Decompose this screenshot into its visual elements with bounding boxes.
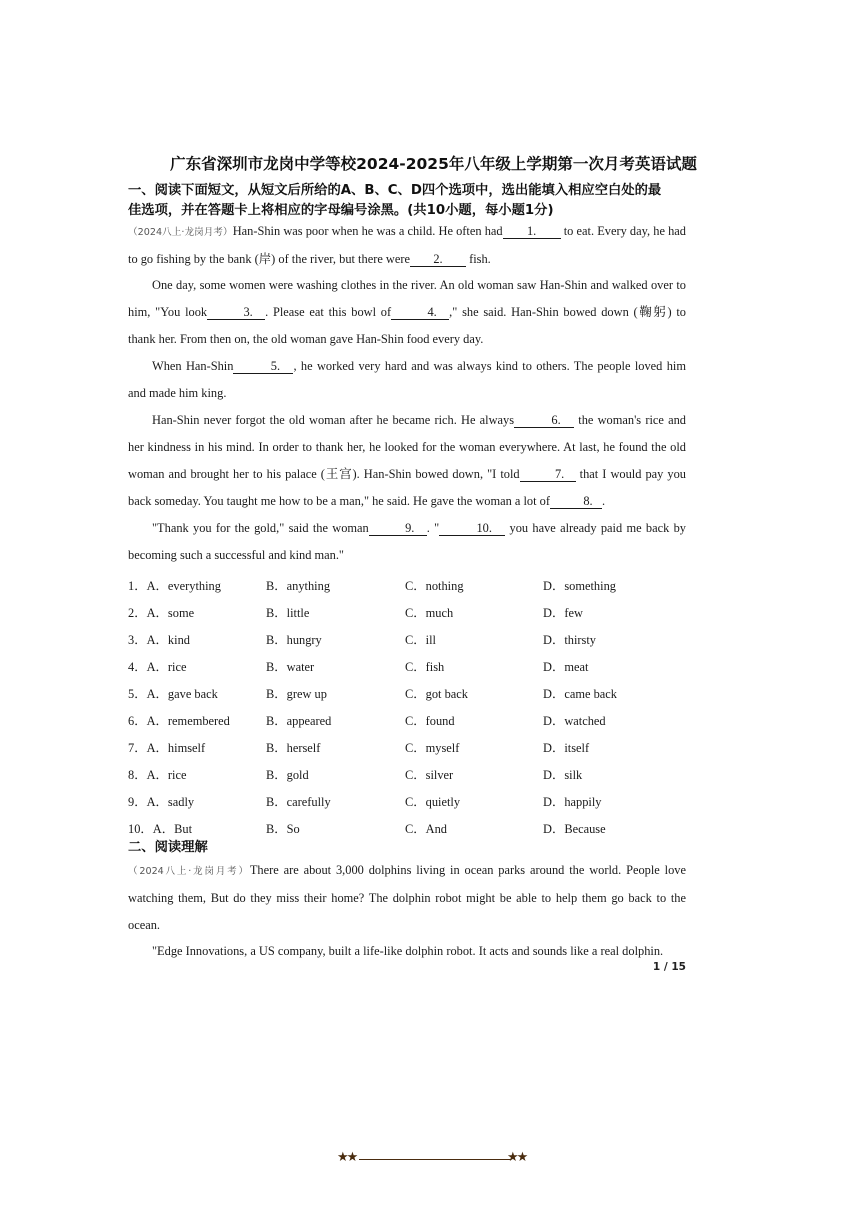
option-c[interactable]: C．got back (405, 687, 468, 701)
reading-paragraph-1 (128, 857, 686, 939)
option-c[interactable]: C．And (405, 822, 447, 836)
option-b[interactable]: B．grew up (266, 687, 327, 701)
option-d[interactable]: D．meat (543, 660, 589, 674)
page-number: 1 / 15 (652, 961, 686, 973)
option-text: A．gave back (146, 687, 218, 701)
passage-paragraph-5 (128, 515, 686, 569)
option-row (128, 738, 688, 758)
option-a[interactable] (128, 738, 205, 756)
paragraph-text: . (602, 494, 606, 508)
paragraph-text: "Thank you for the gold," said the woman (152, 521, 369, 535)
paragraph-text: you have already paid me back by becoming such a successful and kind man." (128, 521, 687, 562)
passage-paragraph-4 (128, 407, 686, 515)
paragraph-text: fish. (466, 252, 491, 266)
option-b[interactable]: B．hungry (266, 633, 322, 647)
option-d[interactable]: D．happily (543, 795, 602, 809)
option-a[interactable] (128, 684, 218, 702)
section1-heading (128, 181, 693, 221)
option-b[interactable]: B．anything (266, 579, 331, 593)
option-b[interactable]: B．herself (266, 741, 321, 755)
option-row (128, 819, 688, 839)
option-text: A．remembered (146, 714, 230, 728)
exam-title: 广东省深圳市龙岗中学等校2024-2025年八年级上学期第一次月考英语试题 (170, 155, 697, 173)
option-text: A．rice (146, 768, 187, 782)
paragraph-text: . Please eat this bowl of (265, 305, 392, 319)
option-number: 1． (128, 579, 147, 593)
option-number: 7． (128, 741, 147, 755)
option-c[interactable]: C．fish (405, 660, 445, 674)
option-a[interactable] (128, 657, 187, 675)
paragraph-text: the woman's rice and her kindness in his mind. In order to thank her, he looked for the woman everywhere. At last, he found the old woman and brought her to his palace (王宫). Han-Shin bowed down, "I told (128, 413, 686, 481)
option-row (128, 711, 688, 731)
footer-decoration (337, 1150, 533, 1167)
reading-paragraph-2: "Edge Innovations, a US company, built a life-like dolphin robot. It acts and sounds like a real dolphin. (152, 944, 664, 958)
paragraph-text: One day, some women were washing clothes in the river. An old woman saw Han-Shin and walked over to him, "You look (128, 278, 686, 319)
blank-1: 1. (503, 224, 561, 239)
option-c[interactable]: C．myself (405, 741, 460, 755)
blank-8: 8. (550, 494, 602, 509)
paragraph-text: Han-Shin was poor when he was a child. He often had (232, 224, 503, 238)
option-row (128, 684, 688, 704)
question-source: （2024八上·龙岗月考） (128, 866, 250, 877)
footer-divider (359, 1159, 511, 1160)
option-number: 4． (128, 660, 147, 674)
option-a[interactable] (128, 630, 190, 648)
star-icon: ★★ (507, 1150, 527, 1165)
option-a[interactable] (128, 576, 221, 594)
paragraph-text: Han-Shin never forgot the old woman after he became rich. He always (152, 413, 515, 427)
option-row (128, 576, 688, 596)
option-b[interactable]: B．little (266, 606, 310, 620)
option-text: A．sadly (146, 795, 195, 809)
option-row (128, 657, 688, 677)
paragraph-text: . " (426, 521, 440, 535)
option-d[interactable]: D．thirsty (543, 633, 597, 647)
option-number: 6． (128, 714, 147, 728)
option-text: A．himself (146, 741, 206, 755)
option-text: A．But (152, 822, 193, 836)
option-d[interactable]: D．itself (543, 741, 590, 755)
option-b[interactable]: B．water (266, 660, 315, 674)
option-d[interactable]: D．something (543, 579, 616, 593)
option-b[interactable]: B．appeared (266, 714, 332, 728)
blank-6: 6. (514, 413, 574, 428)
option-b[interactable]: B．gold (266, 768, 309, 782)
star-icon: ★★ (337, 1150, 357, 1165)
blank-10: 10. (439, 521, 505, 536)
section1-heading-line1: 一、阅读下面短文，从短文后所给的A、B、C、D四个选项中，选出能填入相应空白处的最 (128, 183, 662, 198)
option-number: 9． (128, 795, 147, 809)
option-a[interactable] (128, 603, 194, 621)
option-c[interactable]: C．found (405, 714, 455, 728)
option-a[interactable] (128, 711, 230, 729)
option-a[interactable] (128, 765, 187, 783)
blank-9: 9. (369, 521, 427, 536)
option-text: A．some (146, 606, 195, 620)
option-row (128, 765, 688, 785)
option-number: 3． (128, 633, 147, 647)
option-d[interactable]: D．came back (543, 687, 617, 701)
passage-paragraph-1 (128, 218, 686, 273)
option-d[interactable]: D．Because (543, 822, 606, 836)
option-number: 2． (128, 606, 147, 620)
option-b[interactable]: B．carefully (266, 795, 331, 809)
option-text: A．everything (146, 579, 221, 593)
option-a[interactable] (128, 819, 192, 837)
option-d[interactable]: D．watched (543, 714, 606, 728)
option-d[interactable]: D．silk (543, 768, 583, 782)
paragraph-text: ," she said. Han-Shin bowed down (鞠躬) to thank her. From then on, the old woman gave Han-Shin food every day. (128, 305, 686, 346)
option-number: 5． (128, 687, 147, 701)
paragraph-text: that I would pay you back someday. You taught me how to be a man," he said. He gave the woman a lot of (128, 467, 686, 508)
blank-5: 5. (233, 359, 293, 374)
option-number: 10． (128, 822, 153, 836)
option-b[interactable]: B．So (266, 822, 300, 836)
blank-3: 3. (207, 305, 265, 320)
option-text: A．rice (146, 660, 187, 674)
passage-paragraph-2 (128, 272, 686, 353)
blank-7: 7. (520, 467, 576, 482)
option-row (128, 630, 688, 650)
option-c[interactable]: C．silver (405, 768, 454, 782)
option-row (128, 603, 688, 623)
option-a[interactable] (128, 792, 194, 810)
blank-2: 2. (410, 252, 466, 267)
option-c[interactable]: C．much (405, 606, 454, 620)
option-number: 8． (128, 768, 147, 782)
paragraph-text: When Han-Shin (152, 359, 234, 373)
question-source: （2024八上·龙岗月考） (128, 227, 233, 238)
section1-heading-line2: 佳选项，并在答题卡上将相应的字母编号涂黑。(共10小题，每小题1分) (128, 203, 554, 218)
option-d[interactable]: D．few (543, 606, 583, 620)
option-row (128, 792, 688, 812)
option-c[interactable]: C．quietly (405, 795, 461, 809)
paragraph-text: to eat. Every day, he had to go fishing by the bank (岸) of the river, but there were (128, 224, 686, 266)
blank-4: 4. (391, 305, 449, 320)
section2-heading: 二、阅读理解 (128, 840, 208, 855)
option-c[interactable]: C．nothing (405, 579, 464, 593)
paragraph-text: , he worked very hard and was always kind to others. The people loved him and made him king. (128, 359, 686, 400)
passage-paragraph-3 (128, 353, 686, 407)
option-text: A．kind (146, 633, 190, 647)
paragraph-text: There are about 3,000 dolphins living in ocean parks around the world. People love watching them, But do they miss their home? The dolphin robot might be able to help them go back to the ocean. (128, 863, 687, 932)
option-c[interactable]: C．ill (405, 633, 436, 647)
